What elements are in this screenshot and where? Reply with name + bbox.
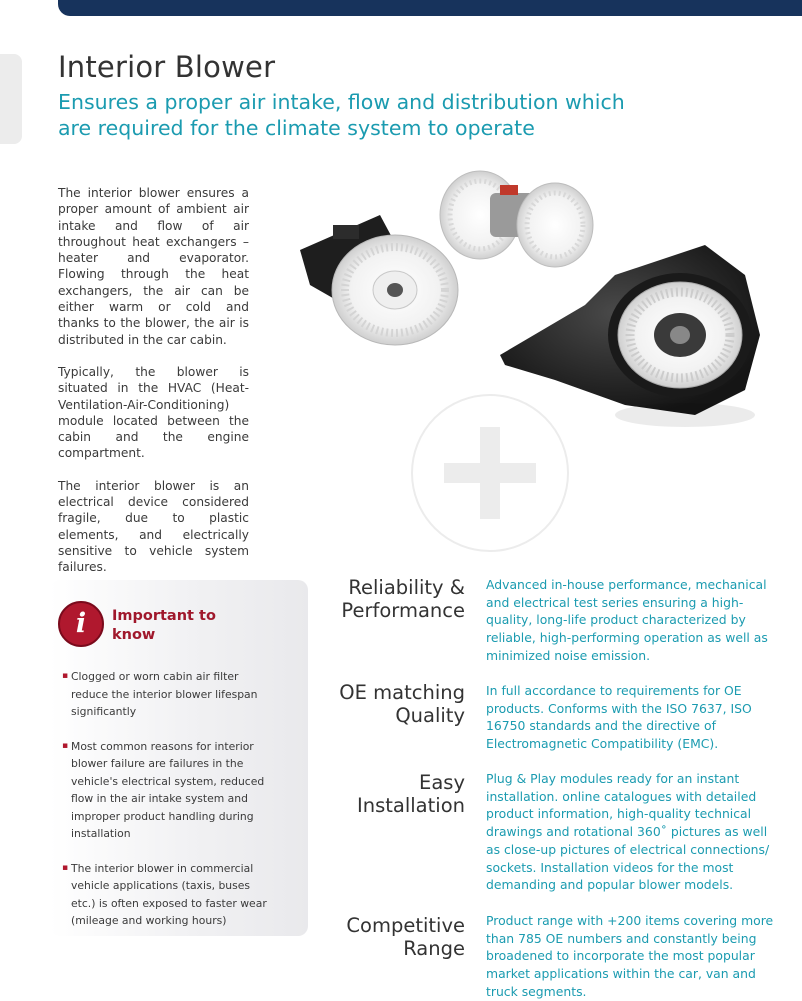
feature-description: Plug & Play modules ready for an instant installation. online catalogues with detailed product information, high-quality technical drawings and rotational 360˚ pictures as well as close-up pictures of electrical connections/ sockets. Installation videos for the most demanding and popular blower models. bbox=[486, 771, 770, 893]
list-item-text: Most common reasons for interior blower failure are failures in the vehicle's electrical system, reduced flow in the air intake system and improper product handling during installation bbox=[71, 739, 265, 840]
feature-heading: Competitive Range bbox=[346, 914, 465, 960]
list-item bbox=[62, 738, 272, 843]
important-list bbox=[62, 668, 272, 947]
left-blower-motor bbox=[300, 215, 458, 345]
side-tab bbox=[0, 54, 22, 144]
page-subtitle: Ensures a proper air intake, flow and distribution which are required for the climate system to operate bbox=[58, 90, 625, 140]
feature-heading: OE matching Quality bbox=[339, 681, 465, 727]
feature-description: Product range with +200 items covering more than 785 OE numbers and constantly being broadened to incorporate the most popular market applications within the car, van and truck segments. bbox=[486, 913, 774, 999]
feature-heading: Easy Installation bbox=[356, 771, 465, 817]
list-item-text: The interior blower in commercial vehicle applications (taxis, buses etc.) is often exposed to faster wear (mileage and working hours) bbox=[71, 861, 267, 927]
info-icon bbox=[58, 601, 104, 647]
feature-description: Advanced in-house performance, mechanical and electrical test series ensuring a high-quality, long-life product characterized by reliable, high-performing operation as well as minimized noise emission. bbox=[486, 577, 768, 663]
info-icon-glyph: i bbox=[75, 608, 87, 639]
important-info-box bbox=[50, 580, 308, 936]
bullet-icon: ▪ bbox=[62, 862, 69, 873]
header-bar bbox=[58, 0, 802, 16]
list-item bbox=[62, 668, 272, 721]
right-blower-housing bbox=[500, 245, 760, 427]
bullet-icon: ▪ bbox=[62, 671, 69, 681]
intro-paragraph: Typically, the blower is situated in the HVAC (Heat-Ventilation-Air-Conditioning) module located between the cabin and the engine compartment. bbox=[58, 364, 249, 461]
important-heading: Important to know bbox=[112, 608, 216, 643]
plus-watermark-icon bbox=[412, 395, 568, 551]
intro-paragraph: The interior blower is an electrical device considered fragile, due to plastic elements, and electrically sensitive to vehicle system failures. bbox=[58, 478, 249, 575]
intro-paragraph: The interior blower ensures a proper amount of ambient air intake and flow of air throughout heat exchangers – heater and evaporator. Flowing through the heat exchangers, the air can be either warm or cold and thanks to the blower, the air is distributed in the car cabin. bbox=[58, 186, 249, 347]
page-title: Interior Blower bbox=[58, 50, 276, 84]
double-fan-blower bbox=[440, 171, 593, 267]
feature-description: In full accordance to requirements for OE products. Conforms with the ISO 7637, ISO 16750 standards and the directive of Electromagnetic Compatibility (EMC). bbox=[486, 683, 752, 752]
blower-product-image bbox=[285, 165, 785, 565]
list-item bbox=[62, 860, 272, 930]
intro-text bbox=[58, 185, 249, 592]
bullet-icon: ▪ bbox=[62, 740, 69, 751]
list-item-text: Clogged or worn cabin air filter reduce the interior blower lifespan significantly bbox=[71, 670, 258, 718]
feature-heading: Reliability & Performance bbox=[341, 576, 465, 622]
